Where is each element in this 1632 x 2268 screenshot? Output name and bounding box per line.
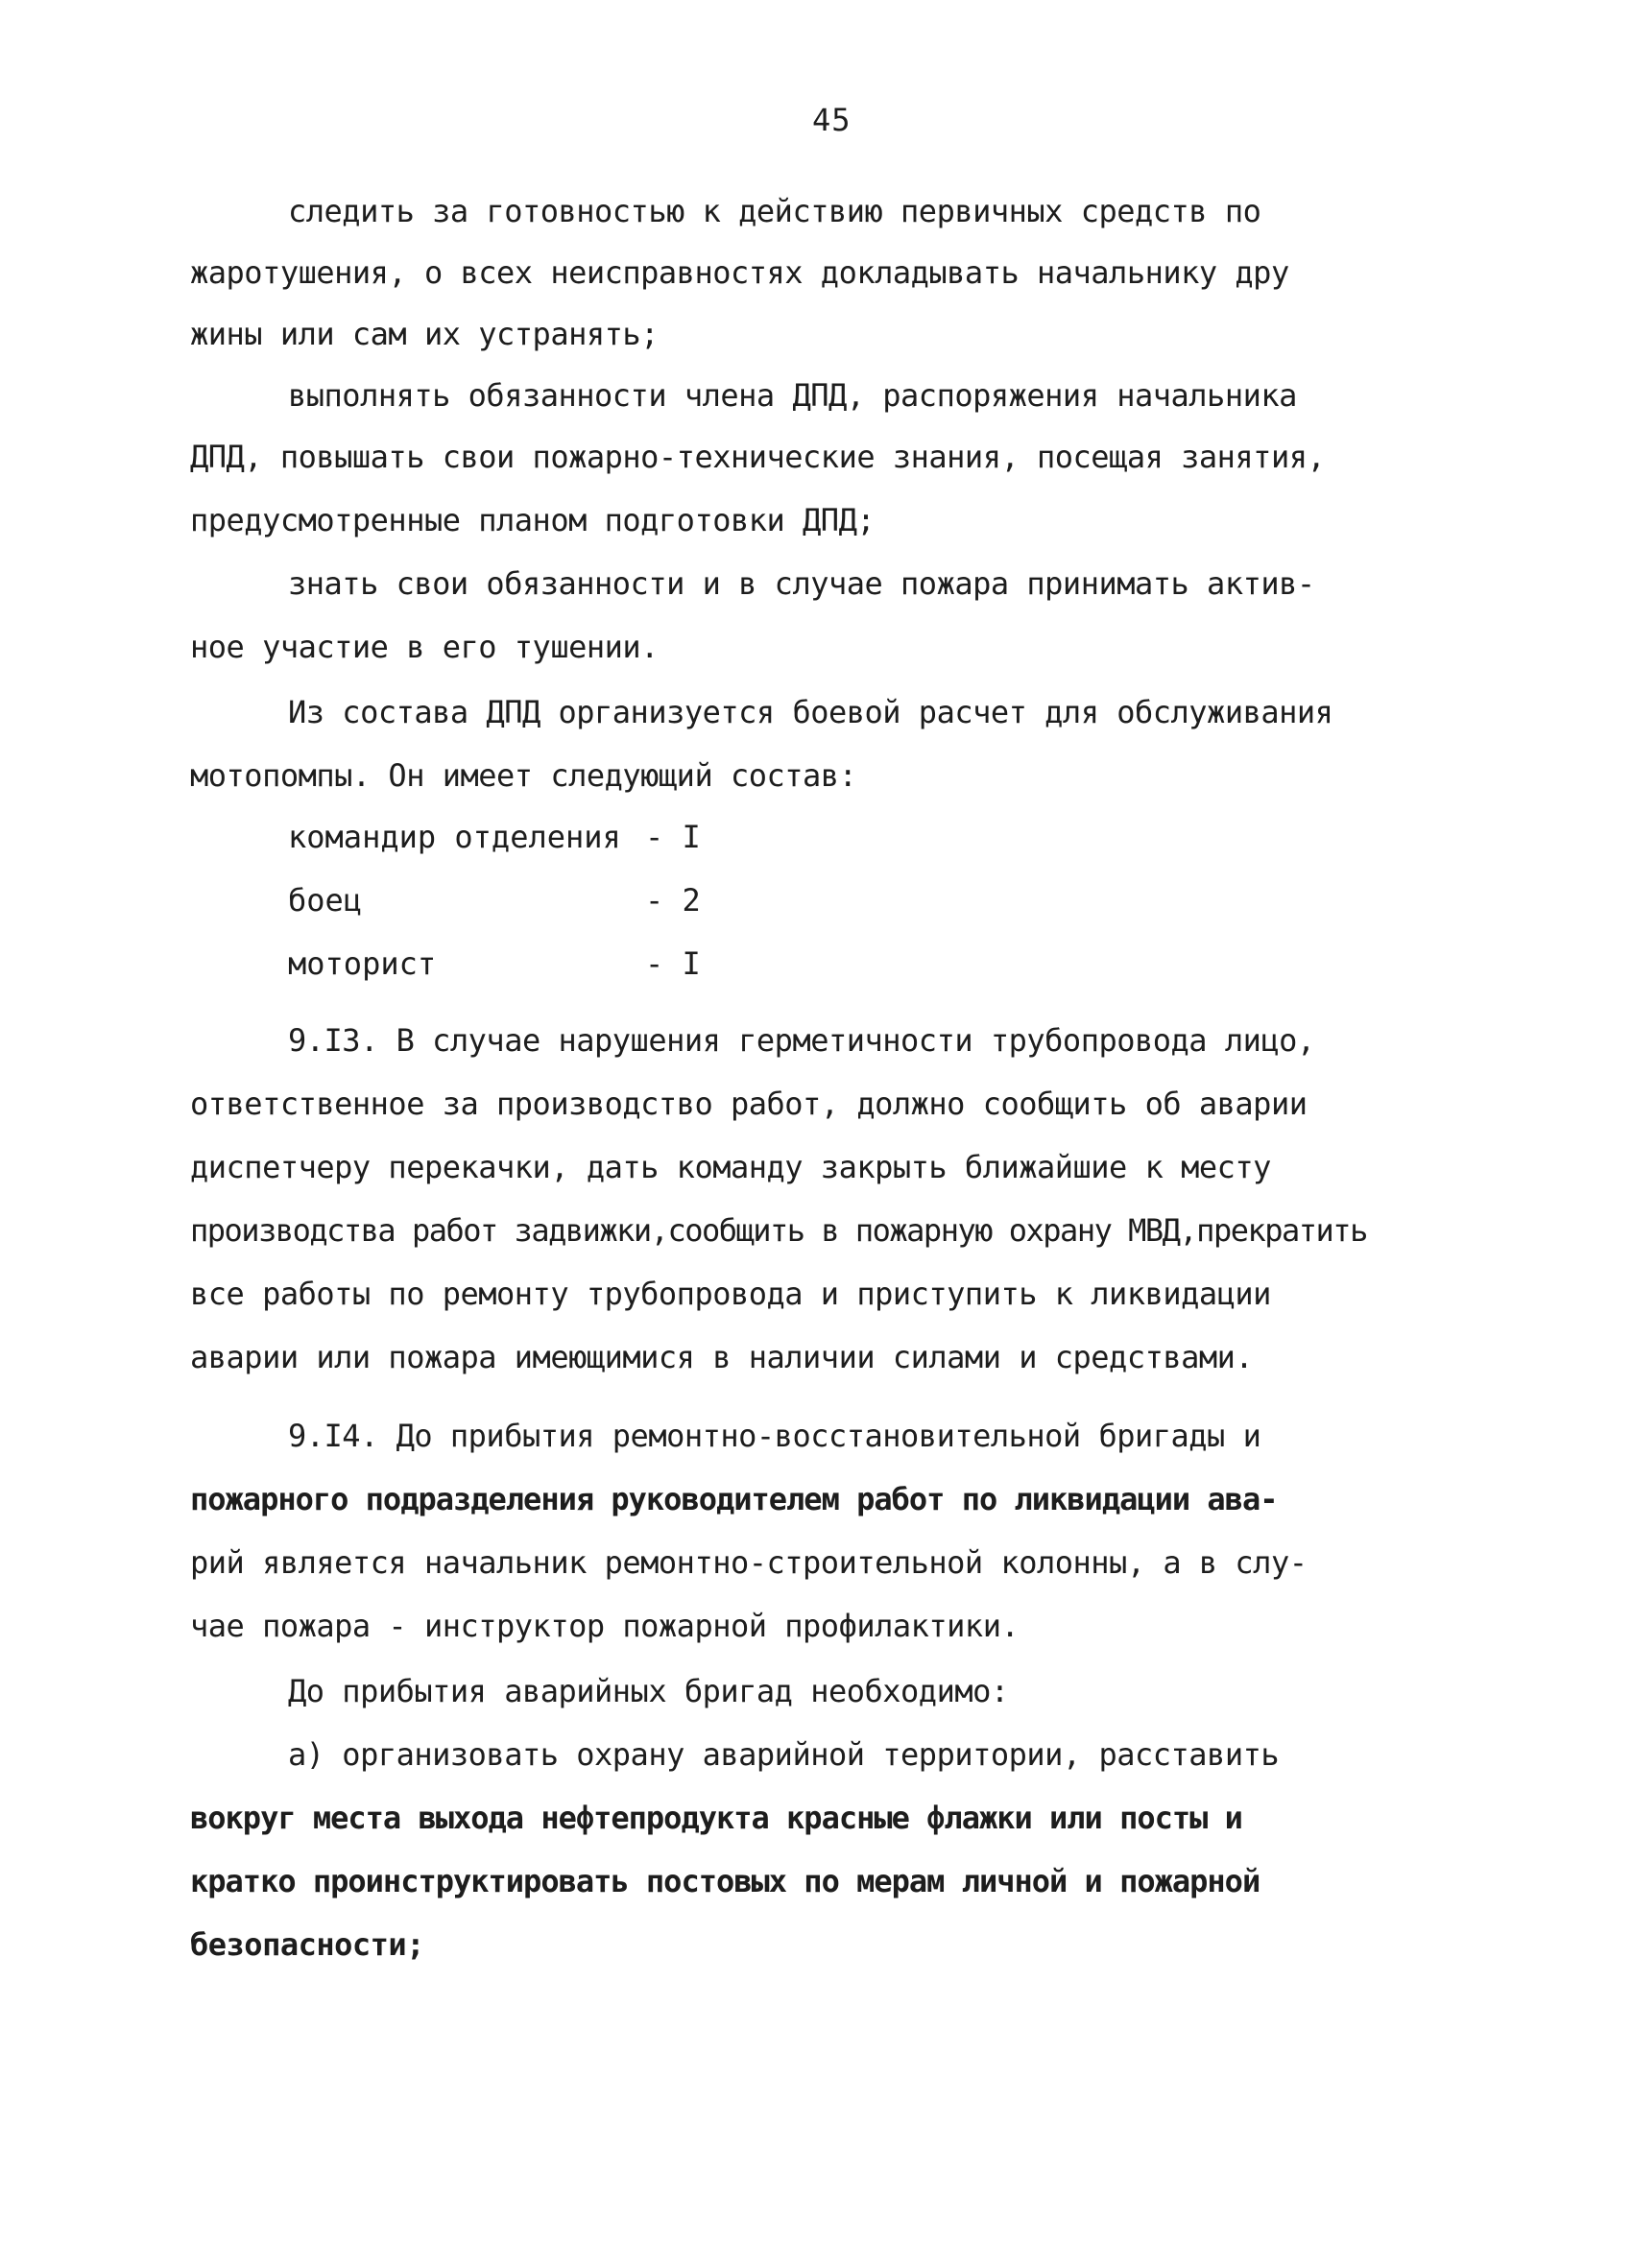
crew-role: боец	[288, 882, 363, 919]
text-line: 9.I4. До прибытия ремонтно-восстановительной бригады и	[288, 1418, 1261, 1454]
crew-role: командир отделения	[288, 819, 621, 855]
text-line: 9.I3. В случае нарушения герметичности трубопровода лицо,	[288, 1022, 1315, 1059]
text-line: кратко проинструктировать постовых по мерам личной и пожарной	[190, 1863, 1260, 1899]
text-line: ДПД, повышать свои пожарно-технические знания, посещая занятия,	[190, 439, 1326, 475]
text-line: жины или сам их устранять;	[190, 316, 659, 352]
text-line: жаротушения, о всех неисправностях докладывать начальнику дру	[190, 254, 1289, 291]
text-line: чае пожара - инструктор пожарной профилактики.	[190, 1608, 1020, 1644]
text-line: пожарного подразделения руководителем работ по ликвидации ава-	[190, 1481, 1278, 1517]
crew-count: - I	[645, 819, 701, 855]
text-line: предусмотренные планом подготовки ДПД;	[190, 502, 876, 538]
crew-role: моторист	[288, 945, 437, 982]
text-line: аварии или пожара имеющимися в наличии силами и средствами.	[190, 1339, 1254, 1375]
text-line: ответственное за производство работ, должно сообщить об аварии	[190, 1086, 1308, 1122]
text-line: рий является начальник ремонтно-строительной колонны, а в слу-	[190, 1544, 1308, 1581]
text-line: а) организовать охрану аварийной территории, расставить	[288, 1736, 1280, 1773]
crew-count: - 2	[645, 882, 701, 919]
crew-count: - I	[645, 945, 701, 982]
text-line: следить за готовностью к действию первичных средств по	[288, 193, 1261, 229]
text-line: До прибытия аварийных бригад необходимо:	[288, 1673, 1009, 1709]
text-line: знать свои обязанности и в случае пожара принимать актив-	[288, 565, 1315, 602]
text-line: производства работ задвижки,сообщить в пожарную охрану МВД,прекратить	[190, 1212, 1367, 1249]
text-line: безопасности;	[190, 1926, 424, 1963]
text-line: выполнять обязанности члена ДПД, распоряжения начальника	[288, 377, 1297, 414]
text-line: ное участие в его тушении.	[190, 629, 659, 665]
text-line: диспетчеру перекачки, дать команду закрыть ближайшие к месту	[190, 1149, 1271, 1185]
page-number: 45	[812, 102, 852, 138]
text-line: Из состава ДПД организуется боевой расчет для обслуживания	[288, 694, 1333, 730]
text-line: вокруг места выхода нефтепродукта красные флажки или посты и	[190, 1800, 1242, 1836]
text-line: все работы по ремонту трубопровода и приступить к ликвидации	[190, 1276, 1271, 1312]
text-line: мотопомпы. Он имеет следующий состав:	[190, 757, 857, 794]
